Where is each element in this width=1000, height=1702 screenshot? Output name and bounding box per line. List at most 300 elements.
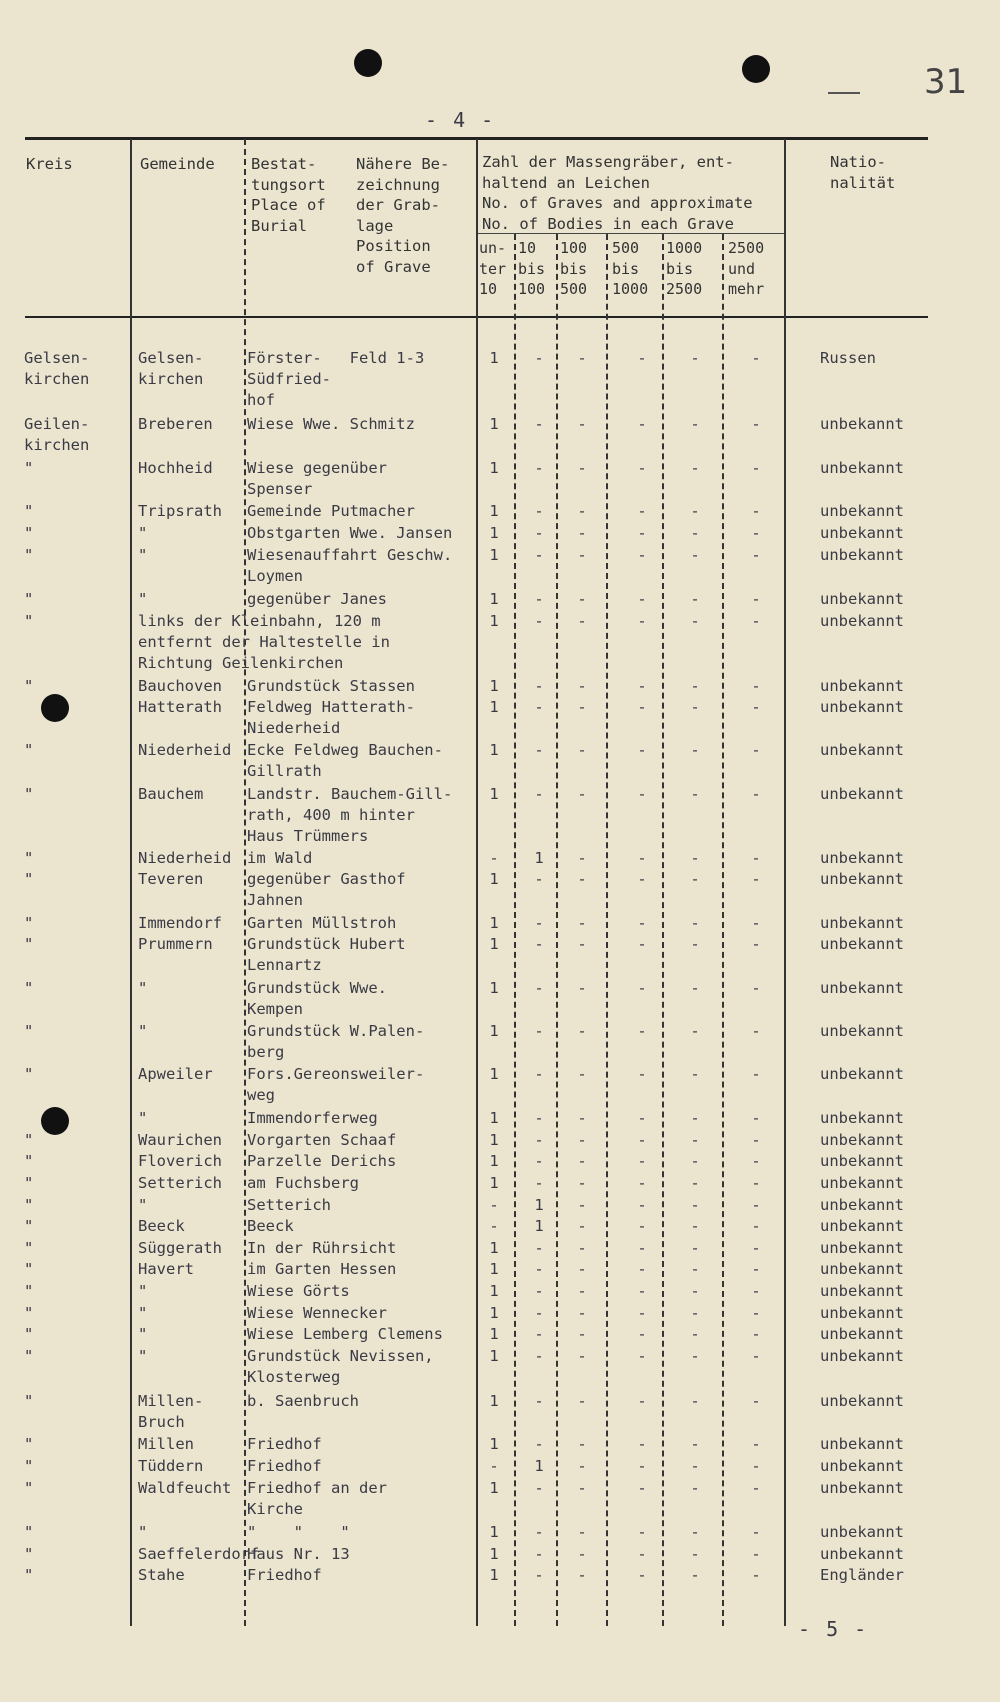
cell-kreis: " bbox=[24, 459, 34, 477]
cell-bestattungsort: Grundstück Nevissen, Klosterweg bbox=[247, 1347, 434, 1386]
cell-count: - bbox=[534, 1174, 544, 1192]
cell-nationalitaet: unbekannt bbox=[820, 459, 904, 477]
cell-count: - bbox=[751, 1347, 761, 1365]
cell-count: - bbox=[690, 1065, 700, 1083]
punch-hole bbox=[354, 49, 382, 77]
cell-count: - bbox=[690, 1347, 700, 1365]
cell-bestattungsort: Friedhof bbox=[247, 1566, 322, 1584]
cell-nationalitaet: unbekannt bbox=[820, 1174, 904, 1192]
folio-number: 31 bbox=[924, 62, 968, 102]
cell-kreis: " bbox=[24, 612, 34, 630]
cell-count: - bbox=[534, 349, 544, 367]
cell-count: - bbox=[577, 1217, 587, 1235]
cell-bestattungsort: Setterich bbox=[247, 1196, 331, 1214]
cell-bestattungsort: Wiese Wennecker bbox=[247, 1304, 387, 1322]
cell-count: 1 bbox=[489, 1479, 499, 1497]
cell-bestattungsort: b. Saenbruch bbox=[247, 1392, 359, 1410]
cell-count: - bbox=[534, 870, 544, 888]
cell-nationalitaet: unbekannt bbox=[820, 502, 904, 520]
cell-bestattungsort: Förster- Feld 1-3 Südfried- hof bbox=[247, 349, 425, 409]
cell-count: - bbox=[534, 1260, 544, 1278]
header-naehere-bezeichnung: Nähere Be- zeichnung der Grab- lage Position of Grave bbox=[356, 155, 450, 276]
cell-count: - bbox=[751, 1566, 761, 1584]
cell-count: 1 bbox=[489, 1435, 499, 1453]
page-number-top: - 4 - bbox=[425, 108, 496, 132]
cell-nationalitaet: unbekannt bbox=[820, 524, 904, 542]
cell-count: - bbox=[751, 677, 761, 695]
cell-count: 1 bbox=[489, 979, 499, 997]
cell-count: - bbox=[637, 1392, 647, 1410]
cell-count: - bbox=[577, 1196, 587, 1214]
cell-count: - bbox=[690, 1479, 700, 1497]
cell-bestattungsort: Wiese Görts bbox=[247, 1282, 350, 1300]
cell-count: - bbox=[690, 935, 700, 953]
cell-bestattungsort: Landstr. Bauchem-Gill- rath, 400 m hinter Haus Trümmers bbox=[247, 785, 453, 845]
cell-bestattungsort: Vorgarten Schaaf bbox=[247, 1131, 397, 1149]
cell-bestattungsort: Wiesenauffahrt Geschw. Loymen bbox=[247, 546, 453, 585]
cell-count: 1 bbox=[489, 870, 499, 888]
cell-count: - bbox=[690, 612, 700, 630]
cell-count: - bbox=[637, 1282, 647, 1300]
cell-count: 1 bbox=[489, 612, 499, 630]
cell-count: - bbox=[751, 1545, 761, 1563]
cell-count: - bbox=[637, 546, 647, 564]
cell-count: - bbox=[577, 870, 587, 888]
cell-gemeinde: Havert bbox=[138, 1260, 194, 1278]
cell-count: 1 bbox=[489, 546, 499, 564]
cell-count: - bbox=[577, 1523, 587, 1541]
cell-count: - bbox=[577, 590, 587, 608]
cell-kreis: " bbox=[24, 785, 34, 803]
cell-nationalitaet: unbekannt bbox=[820, 415, 904, 433]
cell-count: - bbox=[577, 1325, 587, 1343]
cell-nationalitaet: unbekannt bbox=[820, 935, 904, 953]
cell-count: - bbox=[690, 1196, 700, 1214]
cell-nationalitaet: unbekannt bbox=[820, 741, 904, 759]
cell-nationalitaet: unbekannt bbox=[820, 698, 904, 716]
cell-nationalitaet: unbekannt bbox=[820, 1545, 904, 1563]
cell-kreis: Gelsen- kirchen bbox=[24, 349, 90, 388]
cell-gemeinde: Tüddern bbox=[138, 1457, 204, 1475]
cell-count: - bbox=[577, 1479, 587, 1497]
cell-nationalitaet: unbekannt bbox=[820, 677, 904, 695]
cell-gemeinde: " bbox=[138, 1109, 148, 1127]
cell-count: - bbox=[690, 1457, 700, 1475]
cell-gemeinde: " bbox=[138, 1022, 148, 1040]
cell-gemeinde: Millen- Bruch bbox=[138, 1392, 204, 1431]
cell-count: - bbox=[534, 1347, 544, 1365]
cell-count: - bbox=[637, 1260, 647, 1278]
cell-gemeinde: Waldfeucht bbox=[138, 1479, 232, 1497]
cell-count: - bbox=[534, 502, 544, 520]
cell-count: 1 bbox=[534, 849, 544, 867]
cell-bestattungsort: Wiese Lemberg Clemens bbox=[247, 1325, 443, 1343]
cell-count: - bbox=[751, 502, 761, 520]
cell-count: 1 bbox=[489, 1304, 499, 1322]
header-nationalitaet: Natio- nalität bbox=[830, 153, 896, 192]
cell-count: - bbox=[637, 1109, 647, 1127]
cell-count: - bbox=[751, 1065, 761, 1083]
cell-count: - bbox=[577, 1131, 587, 1149]
cell-count: - bbox=[534, 1304, 544, 1322]
cell-count: - bbox=[534, 546, 544, 564]
cell-count: - bbox=[751, 979, 761, 997]
cell-count: - bbox=[751, 870, 761, 888]
cell-count: 1 bbox=[489, 1282, 499, 1300]
cell-kreis: " bbox=[24, 1152, 34, 1170]
cell-count: 1 bbox=[489, 502, 499, 520]
cell-nationalitaet: unbekannt bbox=[820, 1435, 904, 1453]
cell-count: 1 bbox=[489, 524, 499, 542]
cell-bestattungsort: " " " bbox=[247, 1523, 350, 1541]
column-divider bbox=[784, 139, 786, 1626]
cell-count: - bbox=[690, 1304, 700, 1322]
cell-count: - bbox=[577, 935, 587, 953]
cell-count: 1 bbox=[489, 1174, 499, 1192]
cell-nationalitaet: unbekannt bbox=[820, 1304, 904, 1322]
cell-gemeinde: Immendorf bbox=[138, 914, 222, 932]
cell-gemeinde: Niederheid bbox=[138, 741, 232, 759]
cell-gemeinde: Hatterath bbox=[138, 698, 222, 716]
cell-count: - bbox=[751, 546, 761, 564]
cell-nationalitaet: unbekannt bbox=[820, 1479, 904, 1497]
cell-count: - bbox=[751, 1523, 761, 1541]
cell-count: - bbox=[577, 1152, 587, 1170]
cell-gemeinde: Waurichen bbox=[138, 1131, 222, 1149]
cell-count: 1 bbox=[489, 1239, 499, 1257]
header-bestattungsort: Bestat- tungsort Place of Burial bbox=[251, 155, 326, 235]
cell-count: 1 bbox=[489, 785, 499, 803]
cell-count: - bbox=[577, 1545, 587, 1563]
cell-count: - bbox=[534, 979, 544, 997]
cell-count: - bbox=[637, 524, 647, 542]
cell-count: - bbox=[751, 698, 761, 716]
cell-nationalitaet: unbekannt bbox=[820, 1325, 904, 1343]
cell-nationalitaet: unbekannt bbox=[820, 590, 904, 608]
cell-count: 1 bbox=[489, 1523, 499, 1541]
cell-count: 1 bbox=[489, 459, 499, 477]
cell-bestattungsort: Haus Nr. 13 bbox=[247, 1545, 350, 1563]
cell-count: - bbox=[751, 785, 761, 803]
header-gemeinde: Gemeinde bbox=[140, 155, 215, 173]
cell-gemeinde: Prummern bbox=[138, 935, 213, 953]
cell-gemeinde: " bbox=[138, 1523, 148, 1541]
cell-count: - bbox=[637, 1347, 647, 1365]
cell-kreis: " bbox=[24, 979, 34, 997]
header-2500-und-mehr: 2500 und mehr bbox=[728, 239, 765, 298]
cell-count: - bbox=[751, 1174, 761, 1192]
cell-nationalitaet: unbekannt bbox=[820, 1131, 904, 1149]
cell-kreis: " bbox=[24, 1347, 34, 1365]
cell-count: - bbox=[637, 1304, 647, 1322]
cell-count: - bbox=[690, 1239, 700, 1257]
punch-hole bbox=[742, 55, 770, 83]
cell-count: - bbox=[690, 849, 700, 867]
cell-count: - bbox=[690, 1260, 700, 1278]
cell-count: - bbox=[637, 1131, 647, 1149]
header-500-bis-1000: 500 bis 1000 bbox=[612, 239, 649, 298]
cell-gemeinde: " bbox=[138, 1196, 148, 1214]
cell-gemeinde: " bbox=[138, 1304, 148, 1322]
cell-count: - bbox=[637, 849, 647, 867]
cell-kreis: " bbox=[24, 1239, 34, 1257]
cell-count: 1 bbox=[489, 698, 499, 716]
cell-kreis: Geilen- kirchen bbox=[24, 415, 90, 454]
cell-count: - bbox=[751, 1109, 761, 1127]
column-divider bbox=[556, 234, 558, 1626]
cell-kreis: " bbox=[24, 1523, 34, 1541]
cell-count: - bbox=[489, 849, 499, 867]
cell-count: - bbox=[577, 1347, 587, 1365]
cell-count: - bbox=[751, 415, 761, 433]
cell-gemeinde: Millen bbox=[138, 1435, 194, 1453]
cell-bestattungsort: Grundstück Hubert Lennartz bbox=[247, 935, 406, 974]
cell-kreis: " bbox=[24, 1392, 34, 1410]
cell-gemeinde: Bauchoven bbox=[138, 677, 222, 695]
cell-bestattungsort: In der Rührsicht bbox=[247, 1239, 397, 1257]
cell-nationalitaet: Engländer bbox=[820, 1566, 904, 1584]
cell-count: 1 bbox=[534, 1457, 544, 1475]
cell-kreis: " bbox=[24, 677, 34, 695]
cell-count: - bbox=[751, 849, 761, 867]
cell-count: - bbox=[690, 1109, 700, 1127]
cell-count: 1 bbox=[489, 1109, 499, 1127]
cell-count: 1 bbox=[489, 1566, 499, 1584]
cell-gemeinde: Saeffelerdorf bbox=[138, 1545, 260, 1563]
cell-bestattungsort: Wiese gegenüber Spenser bbox=[247, 459, 387, 498]
cell-count: 1 bbox=[489, 1131, 499, 1149]
cell-gemeinde: " bbox=[138, 979, 148, 997]
column-divider bbox=[606, 234, 608, 1626]
cell-count: - bbox=[577, 612, 587, 630]
cell-count: - bbox=[690, 1282, 700, 1300]
cell-count: - bbox=[637, 741, 647, 759]
cell-kreis: " bbox=[24, 741, 34, 759]
cell-count: - bbox=[637, 415, 647, 433]
cell-count: - bbox=[690, 1174, 700, 1192]
cell-count: - bbox=[637, 979, 647, 997]
cell-count: - bbox=[577, 1457, 587, 1475]
cell-count: - bbox=[690, 1566, 700, 1584]
cell-count: - bbox=[690, 459, 700, 477]
cell-count: 1 bbox=[489, 1065, 499, 1083]
cell-bestattungsort: Grundstück Stassen bbox=[247, 677, 415, 695]
cell-count: 1 bbox=[489, 349, 499, 367]
cell-count: 1 bbox=[489, 1260, 499, 1278]
cell-count: - bbox=[577, 1304, 587, 1322]
cell-bestattungsort: im Wald bbox=[247, 849, 313, 867]
cell-kreis: " bbox=[24, 524, 34, 542]
cell-count: - bbox=[577, 415, 587, 433]
cell-count: - bbox=[534, 1282, 544, 1300]
cell-kreis: " bbox=[24, 546, 34, 564]
cell-count: - bbox=[637, 698, 647, 716]
cell-count: - bbox=[690, 415, 700, 433]
cell-count: - bbox=[690, 546, 700, 564]
cell-kreis: " bbox=[24, 502, 34, 520]
cell-kreis: " bbox=[24, 1304, 34, 1322]
cell-count: - bbox=[751, 914, 761, 932]
cell-count: - bbox=[751, 1131, 761, 1149]
cell-count: - bbox=[637, 1065, 647, 1083]
cell-count: - bbox=[690, 979, 700, 997]
cell-gemeinde: " bbox=[138, 1347, 148, 1365]
cell-count: - bbox=[637, 1566, 647, 1584]
cell-count: - bbox=[577, 502, 587, 520]
cell-count: - bbox=[637, 1022, 647, 1040]
cell-bestattungsort: Obstgarten Wwe. Jansen bbox=[247, 524, 453, 542]
cell-count: - bbox=[489, 1217, 499, 1235]
cell-kreis: " bbox=[24, 1131, 34, 1149]
cell-count: - bbox=[637, 1479, 647, 1497]
cell-count: - bbox=[637, 914, 647, 932]
cell-count: - bbox=[534, 612, 544, 630]
cell-count: - bbox=[577, 459, 587, 477]
cell-count: - bbox=[534, 1065, 544, 1083]
cell-bestattungsort: Friedhof bbox=[247, 1457, 322, 1475]
cell-kreis: " bbox=[24, 935, 34, 953]
cell-kreis: " bbox=[24, 1457, 34, 1475]
cell-bestattungsort: Friedhof an der Kirche bbox=[247, 1479, 387, 1518]
cell-count: - bbox=[577, 849, 587, 867]
cell-nationalitaet: unbekannt bbox=[820, 1239, 904, 1257]
cell-count: - bbox=[637, 1523, 647, 1541]
cell-count: - bbox=[534, 914, 544, 932]
cell-count: - bbox=[534, 1152, 544, 1170]
cell-count: 1 bbox=[489, 1545, 499, 1563]
header-1000-bis-2500: 1000 bis 2500 bbox=[666, 239, 703, 298]
cell-bestattungsort: gegenüber Gasthof Jahnen bbox=[247, 870, 406, 909]
cell-count: - bbox=[534, 459, 544, 477]
cell-count: - bbox=[637, 935, 647, 953]
cell-count: 1 bbox=[489, 935, 499, 953]
cell-count: 1 bbox=[489, 590, 499, 608]
cell-nationalitaet: unbekannt bbox=[820, 1109, 904, 1127]
cell-count: - bbox=[690, 1022, 700, 1040]
cell-nationalitaet: unbekannt bbox=[820, 612, 904, 630]
cell-nationalitaet: Russen bbox=[820, 349, 876, 367]
cell-count: - bbox=[577, 1109, 587, 1127]
cell-count: - bbox=[577, 1065, 587, 1083]
cell-count: - bbox=[690, 1325, 700, 1343]
cell-gemeinde: Setterich bbox=[138, 1174, 222, 1192]
cell-nationalitaet: unbekannt bbox=[820, 1022, 904, 1040]
cell-count: - bbox=[690, 1392, 700, 1410]
cell-count: - bbox=[637, 1545, 647, 1563]
cell-kreis: " bbox=[24, 1217, 34, 1235]
cell-gemeinde: " bbox=[138, 524, 148, 542]
cell-bestattungsort: Wiese Wwe. Schmitz bbox=[247, 415, 415, 433]
cell-nationalitaet: unbekannt bbox=[820, 1217, 904, 1235]
cell-gemeinde: Niederheid bbox=[138, 849, 232, 867]
cell-count: - bbox=[577, 741, 587, 759]
cell-count: - bbox=[690, 1435, 700, 1453]
cell-count: - bbox=[751, 459, 761, 477]
cell-count: - bbox=[534, 1109, 544, 1127]
cell-count: - bbox=[637, 612, 647, 630]
cell-count: - bbox=[690, 677, 700, 695]
cell-count: - bbox=[489, 1196, 499, 1214]
cell-count: - bbox=[637, 1174, 647, 1192]
cell-bestattungsort: im Garten Hessen bbox=[247, 1260, 397, 1278]
cell-count: - bbox=[751, 1457, 761, 1475]
cell-count: - bbox=[690, 590, 700, 608]
cell-count: - bbox=[751, 1304, 761, 1322]
cell-count: - bbox=[751, 1022, 761, 1040]
cell-count: - bbox=[637, 349, 647, 367]
cell-count: - bbox=[751, 349, 761, 367]
cell-gemeinde: Gelsen- kirchen bbox=[138, 349, 204, 388]
cell-count: - bbox=[637, 1217, 647, 1235]
cell-bestattungsort: Fors.Gereonsweiler- weg bbox=[247, 1065, 425, 1104]
cell-gemeinde: " bbox=[138, 546, 148, 564]
cell-count: - bbox=[577, 1022, 587, 1040]
header-10-bis-100: 10 bis 100 bbox=[518, 239, 546, 298]
cell-count: - bbox=[690, 1152, 700, 1170]
cell-bestattungsort: Feldweg Hatterath- Niederheid bbox=[247, 698, 415, 737]
header-unter-10: un- ter 10 bbox=[479, 239, 507, 298]
cell-count: - bbox=[690, 698, 700, 716]
cell-gemeinde: " bbox=[138, 1282, 148, 1300]
punch-hole bbox=[41, 694, 69, 722]
cell-bestattungsort: Friedhof bbox=[247, 1435, 322, 1453]
cell-bestattungsort: Garten Müllstroh bbox=[247, 914, 397, 932]
cell-count: - bbox=[534, 1239, 544, 1257]
cell-bestattungsort: Beeck bbox=[247, 1217, 294, 1235]
cell-count: - bbox=[690, 1523, 700, 1541]
cell-bestattungsort: Parzelle Derichs bbox=[247, 1152, 397, 1170]
cell-kreis: " bbox=[24, 1065, 34, 1083]
cell-count: - bbox=[577, 1566, 587, 1584]
cell-count: 1 bbox=[534, 1196, 544, 1214]
cell-count: - bbox=[751, 590, 761, 608]
cell-count: 1 bbox=[489, 741, 499, 759]
page-number-bottom: - 5 - bbox=[798, 1617, 869, 1641]
cell-count: - bbox=[577, 1392, 587, 1410]
cell-nationalitaet: unbekannt bbox=[820, 979, 904, 997]
cell-kreis: " bbox=[24, 870, 34, 888]
cell-count: 1 bbox=[489, 1022, 499, 1040]
cell-count: - bbox=[577, 1174, 587, 1192]
cell-count: - bbox=[534, 524, 544, 542]
cell-nationalitaet: unbekannt bbox=[820, 785, 904, 803]
cell-count: - bbox=[637, 502, 647, 520]
cell-count: - bbox=[534, 1545, 544, 1563]
cell-nationalitaet: unbekannt bbox=[820, 849, 904, 867]
cell-nationalitaet: unbekannt bbox=[820, 1260, 904, 1278]
cell-gemeinde: Breberen bbox=[138, 415, 213, 433]
cell-kreis: " bbox=[24, 1545, 34, 1563]
cell-nationalitaet: unbekannt bbox=[820, 1152, 904, 1170]
cell-kreis: " bbox=[24, 1174, 34, 1192]
cell-count: - bbox=[637, 590, 647, 608]
cell-bestattungsort: Immendorferweg bbox=[247, 1109, 378, 1127]
column-divider bbox=[662, 234, 664, 1626]
cell-gemeinde: Beeck bbox=[138, 1217, 185, 1235]
cell-count: - bbox=[751, 1282, 761, 1300]
cell-bestattungsort: am Fuchsberg bbox=[247, 1174, 359, 1192]
cell-count: - bbox=[577, 349, 587, 367]
cell-count: - bbox=[577, 1282, 587, 1300]
cell-count: - bbox=[690, 785, 700, 803]
cell-nationalitaet: unbekannt bbox=[820, 1457, 904, 1475]
cell-count: - bbox=[577, 1239, 587, 1257]
cell-count: 1 bbox=[534, 1217, 544, 1235]
cell-count: - bbox=[534, 1566, 544, 1584]
cell-gemeinde: " bbox=[138, 1325, 148, 1343]
cell-count: - bbox=[690, 870, 700, 888]
cell-count: - bbox=[577, 1260, 587, 1278]
